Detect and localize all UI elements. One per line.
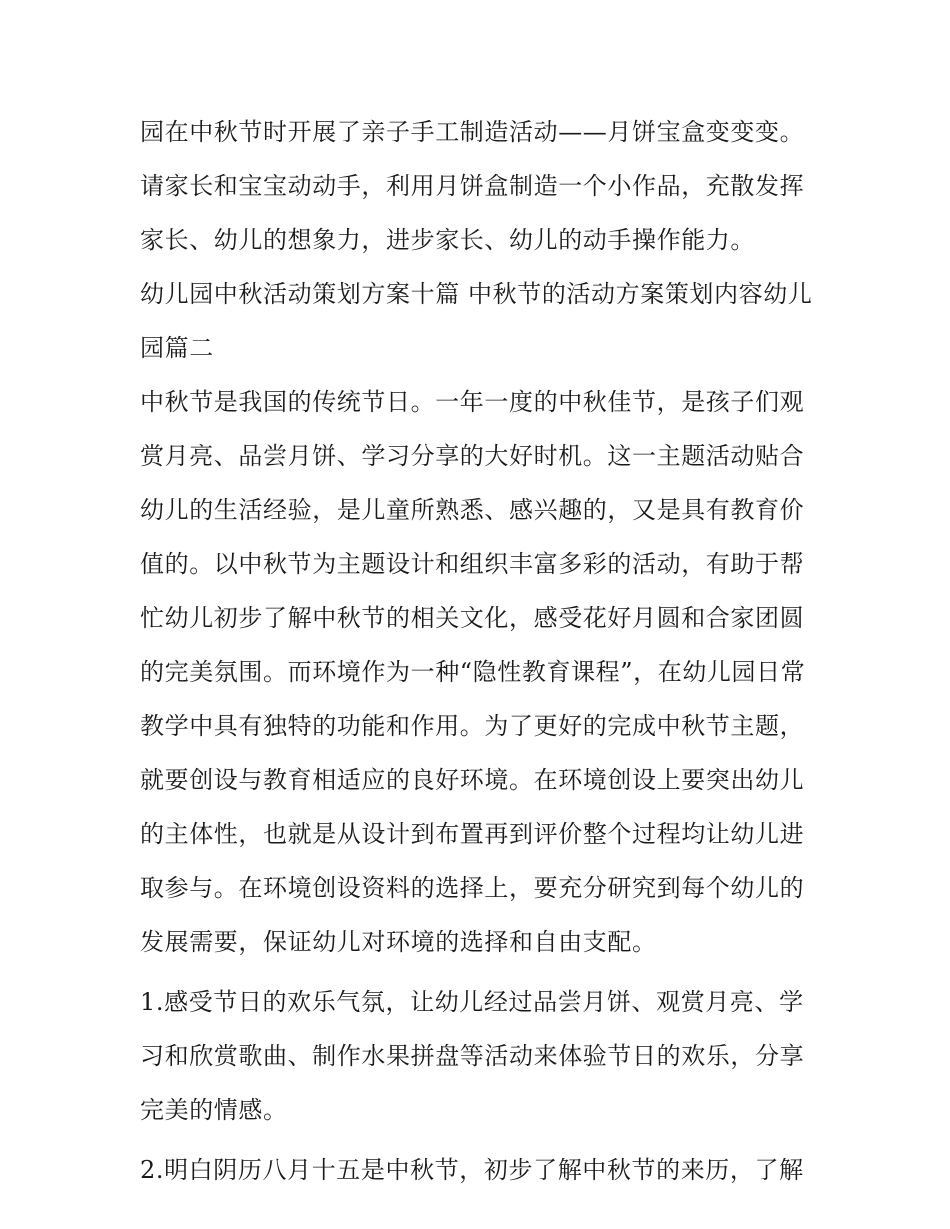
paragraph-intro: 园在中秋节时开展了亲子手工制造活动——月饼宝盒变变变。请家长和宝宝动动手，利用月饼盒制造一个小作品，充散发挥家长、幼儿的想象力，进步家长、幼儿的动手操作能力。 <box>140 118 805 254</box>
list-item-2: 2.明白阴历八月十五是中秋节，初步了解中秋节的来历，了解 <box>140 1156 804 1184</box>
section-heading: 幼儿园中秋活动策划方案十篇 中秋节的活动方案策划内容幼儿园篇二 <box>140 280 813 362</box>
list-item-1: 1.感受节日的欢乐气氛，让幼儿经过品尝月饼、观赏月亮、学习和欣赏歌曲、制作水果拼盘等活动来体验节日的欢乐，分享完美的情感。 <box>140 988 805 1124</box>
paragraph-body: 中秋节是我国的传统节日。一年一度的中秋佳节，是孩子们观赏月亮、品尝月饼、学习分享的大好时机。这一主题活动贴合幼儿的生活经验，是儿童所熟悉、感兴趣的，又是具有教育价值的。以中秋节为主题设计和组织丰富多彩的活动，有助于帮忙幼儿初步了解中秋节的相关文化，感受花好月圆和合家团圆的完美氛围。而环境作为一种“隐性教育课程”，在幼儿园日常教学中具有独特的功能和作用。为了更好的完成中秋节主题，就要创设与教育相适应的良好环境。在环境创设上要突出幼儿的主体性，也就是从设计到布置再到评价整个过程均让幼儿进取参与。在环境创设资料的选择上，要充分研究到每个幼儿的发展需要，保证幼儿对环境的选择和自由支配。 <box>140 388 806 956</box>
document-body <box>140 105 820 1197</box>
